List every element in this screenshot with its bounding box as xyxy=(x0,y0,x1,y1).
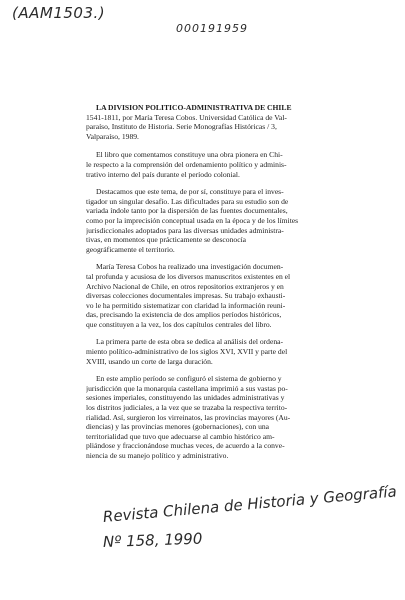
paragraph-line: tigador un singular desafío. Las dificultades para su estudio son de xyxy=(86,196,289,206)
paragraph-line: diversas colecciones documentales impresas. Su trabajo exhausti- xyxy=(86,291,286,301)
paragraph-line: como por la imprecisión conceptual usada en la época y de los límites xyxy=(86,215,299,225)
handwritten-source-title: Revista Chilena de Historia y Geografía xyxy=(102,482,398,526)
paragraph-line: vo le ha permitido sistematizar con claridad la información reuni- xyxy=(86,300,286,310)
review-body xyxy=(86,150,336,460)
paragraph-line: Destacamos que este tema, de por sí, constituye para el inves- xyxy=(96,187,284,197)
handwritten-reference-code: (AAM1503.) xyxy=(12,4,106,22)
paragraph-line: tivas, en momentos que prácticamente se desconocía xyxy=(86,235,247,245)
paragraph-line: Archivo Nacional de Chile, en otros repositorios extranjeros y en xyxy=(86,281,284,291)
paragraph-line: pliándose y fraccionándose muchas veces, de acuerdo a la conve- xyxy=(86,441,285,451)
paragraph-line: territorialidad que tuvo que adecuarse al cambio histórico am- xyxy=(86,431,275,441)
paragraph-line: El libro que comentamos constituye una obra pionera en Chi- xyxy=(96,150,283,160)
paragraph-line: En este amplio período se configuró el sistema de gobierno y xyxy=(96,374,282,384)
paragraph-line: sesiones imperiales, constituyendo las unidades administrativas y xyxy=(86,393,285,403)
heading-line-3: paraíso, Instituto de Historia. Serie Monografías Históricas / 3, xyxy=(86,122,277,132)
paragraph-line: miento político-administrativo de los siglos XVI, XVII y parte del xyxy=(86,347,288,357)
heading-line-1: LA DIVISION POLITICO-ADMINISTRATIVA DE CHILE xyxy=(96,103,292,112)
review-paragraph xyxy=(86,374,336,460)
paragraph-line: jurisdiccionales adoptados para las diversas unidades administra- xyxy=(86,225,284,235)
paragraph-line: variada índole tanto por la dispersión de las fuentes documentales, xyxy=(86,206,288,216)
paragraph-line: das, precisando la existencia de dos amplios períodos históricos, xyxy=(86,310,282,320)
review-paragraph xyxy=(86,337,336,366)
review-paragraph xyxy=(86,187,336,254)
paragraph-line: rialidad. Así, surgieron los virreinatos, las provincias mayores (Au- xyxy=(86,412,291,422)
heading-line-4: Valparaíso, 1989. xyxy=(86,131,139,141)
paragraph-line: geográficamente el territorio. xyxy=(86,244,175,254)
handwritten-source-issue: Nº 158, 1990 xyxy=(102,529,203,551)
paragraph-line: La primera parte de esta obra se dedica al análisis del ordena- xyxy=(96,337,284,347)
review-paragraph xyxy=(86,262,336,329)
paragraph-line: diencias) y las provincias menores (gobernaciones), con una xyxy=(86,422,270,432)
review-document xyxy=(86,103,336,469)
paragraph-line: XVIII, usando un corte de larga duración. xyxy=(86,356,213,366)
paragraph-line: los distritos judiciales, a la vez que se trazaba la respectiva territo- xyxy=(86,403,288,413)
paragraph-line: tal profunda y acusiosa de los diversos manuscritos existentes en el xyxy=(86,271,291,281)
paragraph-line: que constituyen a la vez, los dos capítulos centrales del libro. xyxy=(86,319,272,329)
paragraph-line: niencia de su manejo político y administrativo. xyxy=(86,451,229,460)
review-heading xyxy=(86,103,336,141)
paragraph-line: le respecto a la comprensión del ordenamiento político y adminis- xyxy=(86,159,287,169)
paragraph-line: trativo interno del país durante el período colonial. xyxy=(86,169,240,179)
handwritten-catalog-number: 000191959 xyxy=(176,22,248,35)
paragraph-line: jurisdicción que la monarquía castellana imprimió a sus vastas po- xyxy=(86,383,288,393)
paragraph-line: María Teresa Cobos ha realizado una investigación documen- xyxy=(96,262,284,272)
heading-line-2: 1541-1811, por María Teresa Cobos. Universidad Católica de Val- xyxy=(86,112,287,122)
review-paragraph xyxy=(86,150,336,179)
